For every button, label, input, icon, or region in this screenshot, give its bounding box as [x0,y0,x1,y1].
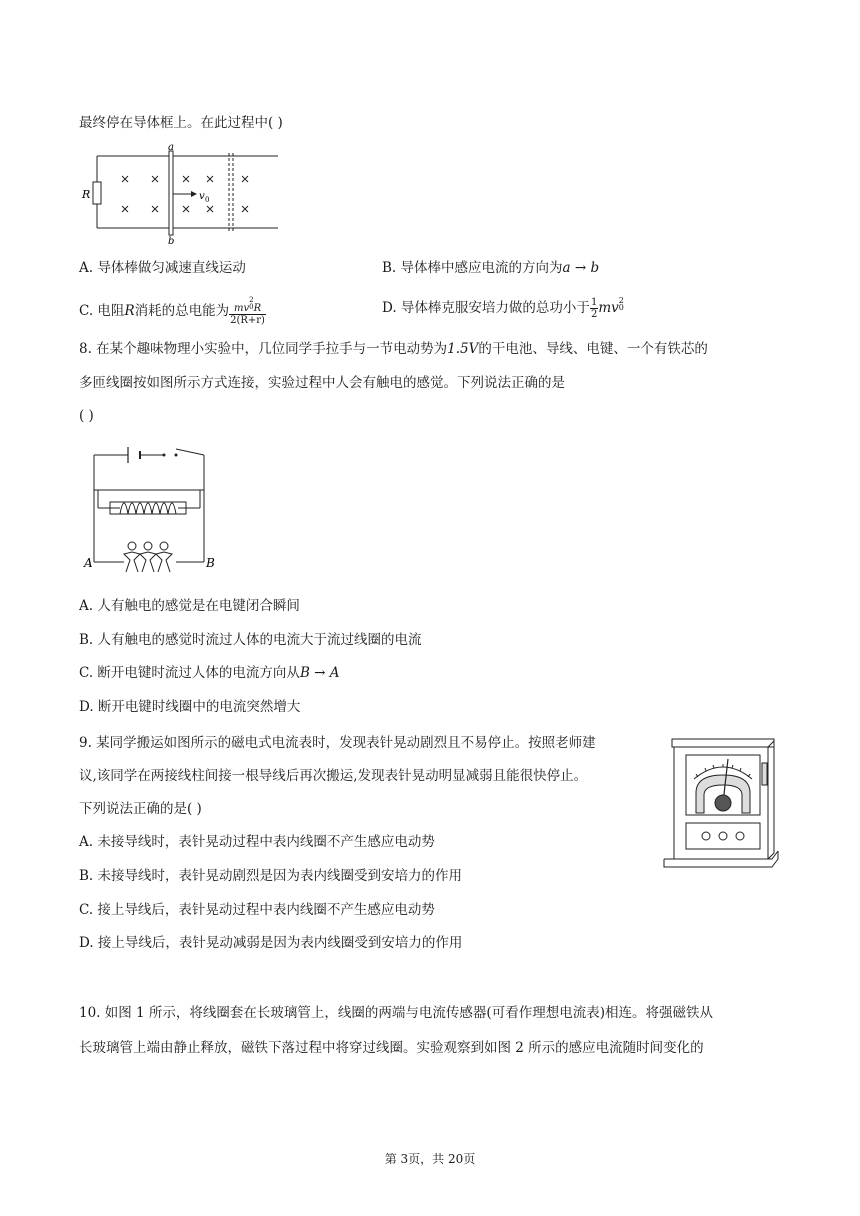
q8-option-a[interactable]: A. 人有触电的感觉是在电键闭合瞬间 [79,598,300,614]
label-a: a [168,142,174,153]
q7-option-c-text2: 消耗的总电能为 [134,303,230,319]
q8-option-c[interactable]: C. 断开电键时流过人体的电流方向从B → A [79,665,340,681]
q7-circuit-figure [80,142,280,244]
q9-galvanometer-figure [662,733,780,873]
q7-option-b-text: B. 导体棒中感应电流的方向为 [382,260,563,276]
q7-option-c-text1: C. 电阻 [79,303,125,319]
q9-option-d[interactable]: D. 接上导线后，表针晃动减弱是因为表内线圈受到安培力的作用 [79,935,463,951]
page-footer: 第 3页，共 20页 [384,1152,476,1166]
q8-stem-line3: ( ) [79,408,94,424]
q9-option-c[interactable]: C. 接上导线后，表针晃动过程中表内线圈不产生感应电动势 [79,902,435,918]
q7-option-d-text: D. 导体棒克服安培力做的总功小于 [382,300,590,316]
q9-option-b[interactable]: B. 未接导线时，表针晃动剧烈是因为表内线圈受到安培力的作用 [79,868,463,884]
q7-option-d-fraction: $\frac{1}{2}$ [590,297,598,320]
q10-stem-line2: 长玻璃管上端由静止释放，磁铁下落过程中将穿过线圈。实验观察到如图 2 所示的感应电流随时间变化的 [79,1040,704,1056]
q7-option-c-fraction: mv 2 0 R 2(R+r) [230,296,265,326]
q8-stem-line1: 8. 在某个趣味物理小实验中，几位同学手拉手与一节电动势为1.5V的干电池、导线、电键、一个有铁芯的 [79,341,708,357]
q7-option-d-math: mv [598,300,619,316]
q8-option-d[interactable]: D. 断开电键时线圈中的电流突然增大 [79,699,301,715]
label-A: A [84,556,93,570]
q7-option-b[interactable] [382,258,599,278]
q9-stem-line2: 议,该同学在两接线柱间接一根导线后再次搬运,发现表针晃动明显减弱且能很快停止。 [79,768,588,784]
q7-option-d[interactable]: D. 导体棒克服安培力做的总功小于 $\frac{1}{2}$ mv 2 0 [382,296,624,320]
q9-stem-line3: 下列说法正确的是( ) [79,801,202,817]
q9-stem-line1: 9. 某同学搬运如图所示的磁电式电流表时，发现表针晃动剧烈且不易停止。按照老师建 [79,735,596,751]
resistor-R [93,182,101,204]
q7-option-a[interactable]: A. 导体棒做匀减速直线运动 [79,260,246,276]
q8-option-b[interactable]: B. 人有触电的感觉时流过人体的电流大于流过线圈的电流 [79,632,422,648]
conductor-rod [169,151,173,235]
q7-option-c-var: R [124,303,135,319]
q7-stem-tail: 最终停在导体框上。在此过程中( ) [79,115,283,131]
q8-stem-line2: 多匝线圈按如图所示方式连接，实验过程中人会有触电的感觉。下列说法正确的是 [79,375,565,391]
label-B: B [206,556,215,570]
people-icon [94,542,204,572]
label-R: R [82,188,91,201]
q7-option-c[interactable] [79,297,266,326]
label-b: b [168,236,175,244]
q9-option-a[interactable]: A. 未接导线时，表针晃动过程中表内线圈不产生感应电动势 [79,834,435,850]
q8-circuit-figure [80,434,220,579]
q10-stem-line1: 10. 如图 1 所示，将线圈套在长玻璃管上，线圈的两端与电流传感器(可看作理想电流表)相连。将强磁铁从 [79,1005,713,1021]
label-v0-sub: 0 [205,196,210,204]
q7-option-b-math: a → b [562,260,600,276]
switch-icon [163,454,166,457]
label-v0: v [199,191,205,202]
